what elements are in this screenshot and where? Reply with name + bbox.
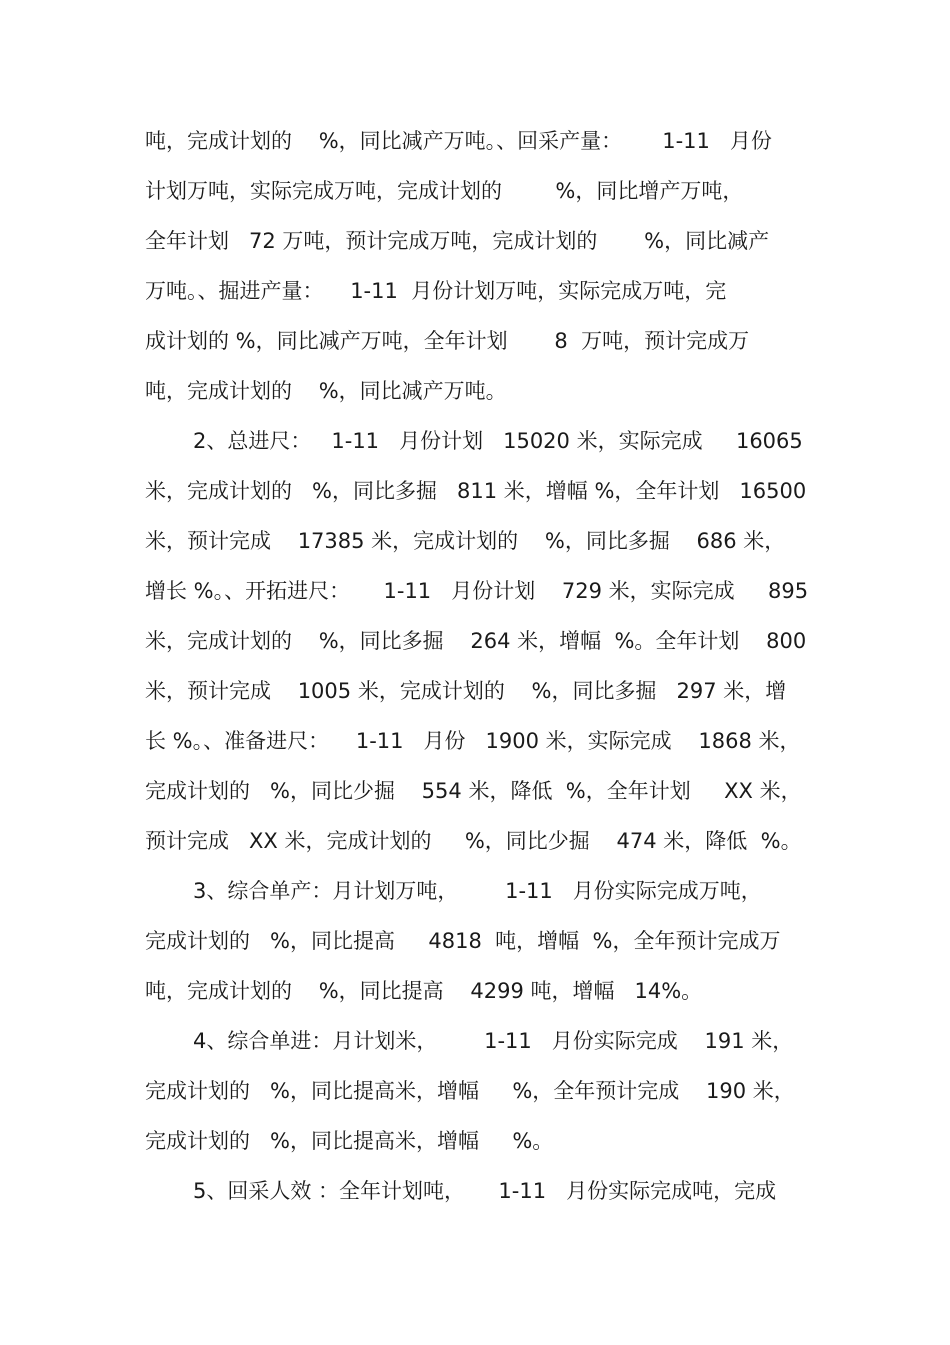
text-line-7: 2、总进尺： 1-11 月份计划 15020 米，实际完成 16065 xyxy=(193,429,803,453)
text-line-10: 增长 %。、开拓进尺： 1-11 月份计划 729 米，实际完成 895 xyxy=(145,579,809,603)
text-line-19: 4、综合单进：月计划米， 1-11 月份实际完成 191 米， xyxy=(193,1029,794,1053)
text-line-21: 完成计划的 %，同比提高米，增幅 %。 xyxy=(145,1129,554,1153)
text-line-20: 完成计划的 %，同比提高米，增幅 %，全年预计完成 190 米， xyxy=(145,1079,795,1103)
text-line-12: 米，预计完成 1005 米，完成计划的 %，同比多掘 297 米，增 xyxy=(145,679,787,703)
text-line-11: 米，完成计划的 %，同比多掘 264 米，增幅 %。全年计划 800 xyxy=(145,629,807,653)
text-line-14: 完成计划的 %，同比少掘 554 米，降低 %，全年计划 XX 米， xyxy=(145,779,802,803)
text-line-1: 吨，完成计划的 %，同比减产万吨。、回采产量： 1-11 月份 xyxy=(145,129,772,153)
text-line-8: 米，完成计划的 %，同比多掘 811 米，增幅 %，全年计划 16500 xyxy=(145,479,807,503)
text-line-6: 吨，完成计划的 %，同比减产万吨。 xyxy=(145,379,507,403)
text-line-16: 3、综合单产：月计划万吨， 1-11 月份实际完成万吨， xyxy=(193,879,762,903)
text-line-2: 计划万吨，实际完成万吨，完成计划的 %，同比增产万吨， xyxy=(145,179,744,203)
text-line-22: 5、回采人效 ：全年计划吨， 1-11 月份实际完成吨，完成 xyxy=(193,1179,777,1203)
text-line-9: 米，预计完成 17385 米，完成计划的 %，同比多掘 686 米， xyxy=(145,529,786,553)
text-line-15: 预计完成 XX 米，完成计划的 %，同比少掘 474 米，降低 %。 xyxy=(145,829,802,853)
text-line-13: 长 %。、准备进尺： 1-11 月份 1900 米，实际完成 1868 米， xyxy=(145,729,801,753)
text-line-3: 全年计划 72 万吨，预计完成万吨，完成计划的 %，同比减产 xyxy=(145,229,770,253)
text-line-18: 吨，完成计划的 %，同比提高 4299 吨，增幅 14%。 xyxy=(145,979,703,1003)
text-line-5: 成计划的 %，同比减产万吨，全年计划 8 万吨，预计完成万 xyxy=(145,329,750,353)
text-line-4: 万吨。、掘进产量： 1-11 月份计划万吨，实际完成万吨，完 xyxy=(145,279,727,303)
text-line-17: 完成计划的 %，同比提高 4818 吨，增幅 %，全年预计完成万 xyxy=(145,929,781,953)
